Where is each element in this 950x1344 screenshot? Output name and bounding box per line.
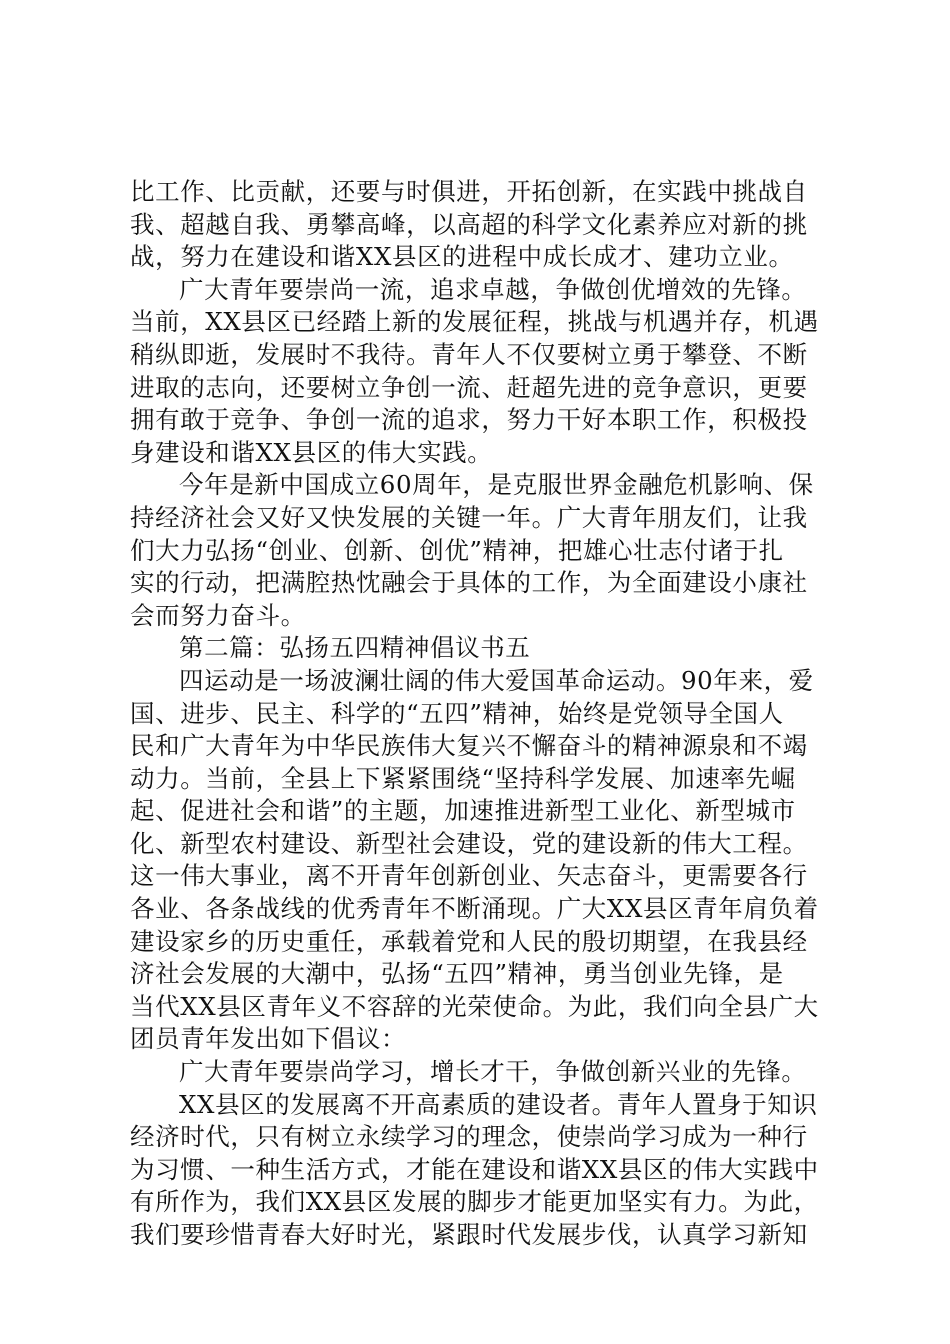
text-line: 身建设和谐XX县区的伟大实践。 [130, 437, 493, 467]
text-line: 这一伟大事业，离不开青年创新创业、矢志奋斗，更需要各行 [130, 861, 808, 891]
text-line: 民和广大青年为中华民族伟大复兴不懈奋斗的精神源泉和不竭 [130, 731, 808, 761]
text-line: 团员青年发出如下倡议： [130, 1024, 407, 1054]
text-line: 四运动是一场波澜壮阔的伟大爱国革命运动。90年来，爱 [179, 665, 814, 695]
text-line: 济社会发展的大潮中，弘扬“五四”精神，勇当创业先锋，是 [130, 959, 784, 989]
text-line: 比工作、比贡献，还要与时俱进，开拓创新，在实践中挑战自 [130, 177, 808, 206]
text-line: 动力。当前，全县上下紧紧围绕“坚持科学发展、加速率先崛 [130, 763, 796, 793]
text-line: 第二篇：弘扬五四精神倡议书五 [179, 633, 531, 663]
text-line: XX县区的发展离不开高素质的建设者。青年人置身于知识 [179, 1089, 818, 1119]
text-line: 有所作为，我们XX县区发展的脚步才能更加坚实有力。为此， [130, 1187, 819, 1217]
text-line: 广大青年要崇尚一流，追求卓越，争做创优增效的先锋。 [179, 274, 807, 304]
text-line: 战，努力在建设和谐XX县区的进程中成长成才、建功立业。 [130, 242, 794, 272]
text-line: 当代XX县区青年义不容辞的光荣使命。为此，我们向全县广大 [130, 991, 819, 1021]
text-line: 当前，XX县区已经踏上新的发展征程，挑战与机遇并存，机遇 [130, 307, 819, 337]
text-line: 为习惯、一种生活方式，才能在建设和谐XX县区的伟大实践中 [130, 1154, 819, 1184]
text-line: 我、超越自我、勇攀高峰，以高超的科学文化素养应对新的挑 [130, 209, 808, 239]
text-line: 起、促进社会和谐”的主题，加速推进新型工业化、新型城市 [130, 796, 796, 826]
text-line: 们大力弘扬“创业、创新、创优”精神，把雄心壮志付诸于扎 [130, 535, 784, 565]
text-line: 各业、各条战线的优秀青年不断涌现。广大XX县区青年肩负着 [130, 894, 819, 924]
text-line: 经济时代，只有树立永续学习的理念，使崇尚学习成为一种行 [130, 1122, 808, 1152]
text-line: 会而努力奋斗。 [130, 600, 306, 630]
text-line: 我们要珍惜青春大好时光，紧跟时代发展步伐，认真学习新知 [130, 1220, 808, 1249]
text-line: 稍纵即逝，发展时不我待。青年人不仅要树立勇于攀登、不断 [130, 339, 808, 369]
document-body [130, 176, 830, 1252]
text-line: 持经济社会又好又快发展的关键一年。广大青年朋友们，让我 [130, 502, 808, 532]
text-line: 进取的志向，还要树立争创一流、赶超先进的竞争意识，更要 [130, 372, 808, 402]
text-line: 实的行动，把满腔热忱融会于具体的工作，为全面建设小康社 [130, 568, 808, 598]
text-line: 广大青年要崇尚学习，增长才干，争做创新兴业的先锋。 [179, 1057, 807, 1087]
text-line: 化、新型农村建设、新型社会建设，党的建设新的伟大工程。 [130, 828, 808, 858]
text-line: 国、进步、民主、科学的“五四”精神，始终是党领导全国人 [130, 698, 784, 728]
text-line: 建设家乡的历史重任，承载着党和人民的殷切期望，在我县经 [130, 926, 808, 956]
text-line: 拥有敢于竞争、争创一流的追求，努力干好本职工作，积极投 [130, 405, 808, 435]
text-line: 今年是新中国成立60周年，是克服世界金融危机影响、保 [179, 470, 814, 500]
